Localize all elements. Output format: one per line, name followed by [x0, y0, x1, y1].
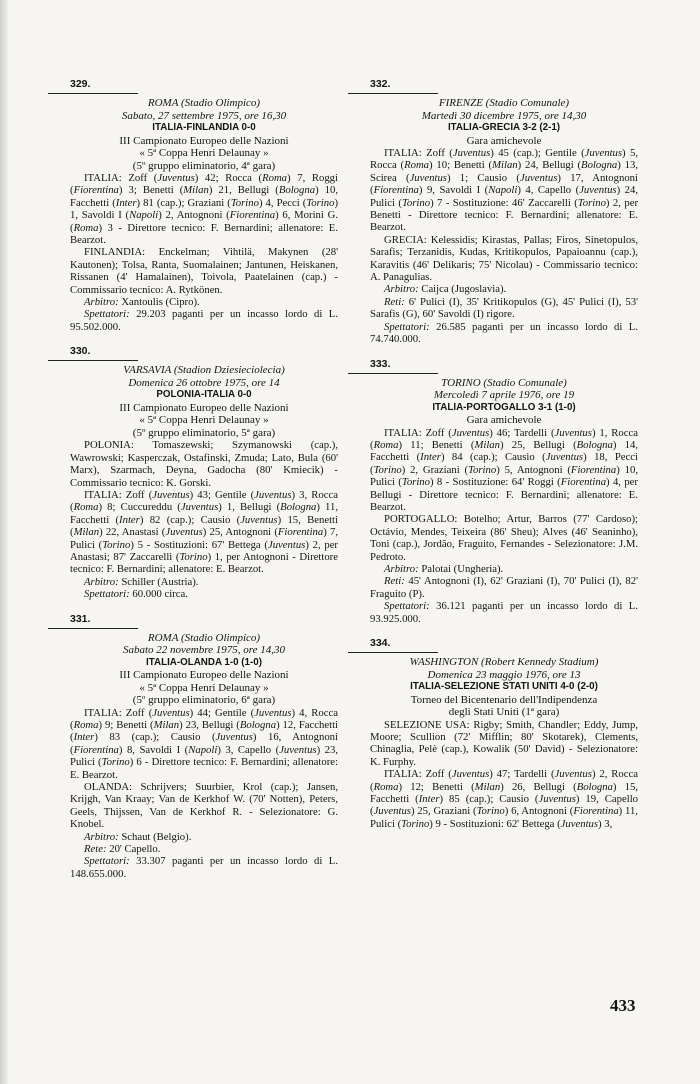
entry-rule	[348, 652, 438, 653]
entry-rule	[48, 360, 138, 361]
venue-line: VARSAVIA (Stadion Dziesieciolecia)	[123, 364, 285, 377]
competition-line: (5º gruppo eliminatorio, 5ª gara)	[132, 426, 276, 439]
competition-line: (5º gruppo eliminatorio, 6ª gara)	[132, 694, 276, 707]
competition-line: III Campionato Europeo delle Nazioni	[119, 401, 289, 414]
lineup-paragraph: ITALIA: Zoff (Juventus) 43; Gentile (Juventus) 3, Rocca (Roma) 8; Cuccureddu (Juventus) 1, Bellugi (Bologna) 11, Facchetti (Inter) 82 (cap.); Causio (Juventus) 15, Benetti (Milan) 22, Anastasi (Juventus) 25, Antognoni (Fiorentina) 7, Pulici (Torino) 5 - Sostituzioni: 67' Bettega (Juventus) 2, per Anastasi; 87' Zaccarelli (Torino) 1, per Antognoni - Direttore tecnico: F. Bernardini; allenatore: E. Bearzot.	[70, 488, 339, 576]
venue-line: FIRENZE (Stadio Comunale)	[438, 97, 570, 109]
match-result: ITALIA-FINLANDIA 0-0	[152, 122, 256, 133]
lineup-paragraph: Arbitro: Caijca (Jugoslavia).	[384, 283, 507, 296]
date-line: Domenica 26 ottobre 1975, ore 14	[128, 376, 280, 389]
left-column	[70, 78, 338, 880]
match-result: ITALIA-SELEZIONE STATI UNITI 4-0 (2-0)	[410, 681, 598, 692]
date-line: Domenica 23 maggio 1976, ore 13	[427, 668, 581, 681]
lineup-paragraph: FINLANDIA: Enckelman; Vihtilä, Makynen (28' Kautonen); Tolsa, Ranta, Suomalainen; Jantunen, Heiskanen, Rissanen (4' Hamalainen), Toivola, Paatelainen (cap.) - Commissario tecnico: A. Rytkönen.	[70, 246, 338, 296]
competition-line: « 5ª Coppa Henri Delaunay »	[139, 681, 269, 694]
lineup-paragraph: Arbitro: Xantoulis (Cipro).	[84, 296, 200, 309]
page-spine-shadow	[0, 0, 9, 1084]
competition-line: degli Stati Uniti (1ª gara)	[448, 706, 560, 718]
lineup-paragraph: PORTOGALLO: Botelho; Artur, Barros (77' Cardoso); Octávio, Mendes, Teixeira (86' Sheu); Alves (46' Seaninho), Toni (cap.), Jordão, Fraguito, Fernandes - Selezionatore: J.M. Pedroto.	[370, 513, 638, 563]
competition-line: « 5ª Coppa Henri Delaunay »	[139, 147, 269, 159]
entry-rule	[48, 628, 138, 629]
match-entry	[70, 345, 338, 600]
entry-number: 331.	[70, 612, 91, 625]
competition-line: « 5ª Coppa Henri Delaunay »	[139, 414, 269, 427]
lineup-paragraph: ITALIA: Zoff (Juventus) 45 (cap.); Gentile (Juventus) 5, Rocca (Roma) 10; Benetti (Milan) 24, Bellugi (Bologna) 13, Scirea (Juventus) 1; Causio (Juventus) 17, Antognoni (Fiorentina) 9, Savoldi I (Napoli) 4, Capello (Juventus) 24, Pulici (Torino) 7 - Sostituzione: 46' Zaccarelli (Torino) 2, per Benetti - Direttore tecnico: F. Bernardini; allenatore: E. Bearzot.	[370, 147, 639, 234]
date-line: Mercoledì 7 aprile 1976, ore 19	[433, 389, 575, 401]
venue-line: ROMA (Stadio Olimpico)	[147, 631, 261, 644]
lineup-paragraph: Arbitro: Schaut (Belgio).	[84, 830, 192, 843]
match-entry	[370, 78, 638, 346]
page-number: 433	[610, 996, 636, 1015]
match-result: ITALIA-GRECIA 3-2 (2-1)	[447, 122, 561, 133]
lineup-paragraph: SELEZIONE USA: Rigby; Smith, Chandler; Eddy, Jump, Moore; Scullion (72' Mifflin; 80' Skotarek), Clements, Chinaglia, Pelè (cap.), Kowalik (50' David) - Selezionatore: K. Furphy.	[370, 718, 638, 768]
competition-line: Gara amichevole	[466, 414, 542, 426]
venue-line: WASHINGTON (Robert Kennedy Stadium)	[409, 656, 599, 668]
entry-number: 330.	[70, 345, 91, 358]
date-line: Martedì 30 dicembre 1975, ore 14,30	[421, 109, 587, 122]
lineup-paragraph: OLANDA: Schrijvers; Suurbier, Krol (cap.); Jansen, Krijgh, Van Kraay; Van de Kerkhof W. (70' Notten), Peters, Geels, Thijssen, Van de Kerkhof R. - Selezionatore: G. Knobel.	[70, 781, 338, 831]
entry-rule	[348, 93, 438, 94]
lineup-paragraph: ITALIA: Zoff (Juventus) 46; Tardelli (Juventus) 1, Rocca (Roma) 11; Benetti (Milan) 25, Bellugi (Bologna) 14, Facchetti (Inter) 84 (cap.); Causio (Juventus) 18, Pecci (Torino) 2, Graziani (Torino) 5, Antognoni (Fiorentina) 10, Pulici (Torino) 8 - Sostituzione: 64' Roggi (Fiorentina) 4, per Bellugi - Direttore tecnico: F. Bernardini; allenatore: E. Bearzot.	[370, 426, 639, 513]
lineup-paragraph: Spettatori: 29.203 paganti per un incasso lordo di L. 95.502.000.	[70, 308, 338, 333]
match-result: ITALIA-OLANDA 1-0 (1-0)	[146, 656, 262, 668]
lineup-paragraph: Reti: 45' Antognoni (I), 62' Graziani (I), 70' Pulici (I), 82' Fraguito (P).	[370, 575, 638, 600]
lineup-paragraph: GRECIA: Kelessidis; Kirastas, Pallas; Firos, Sinetopulos, Sarafis; Terzanidis, Kudas, Kritikopulos, Papaioannu (cap.), Karavitis (46' Delikaris; 75' Nicolau) - Commissario tecnico: A. Panagulias.	[370, 233, 638, 284]
lineup-paragraph: Spettatori: 60.000 circa.	[84, 588, 188, 601]
competition-line: III Campionato Europeo delle Nazioni	[119, 134, 289, 147]
entry-rule	[48, 93, 138, 94]
lineup-paragraph: POLONIA: Tomaszewski; Szymanowski (cap.), Wawrowski; Kasperczak, Ostafinski, Zmuda; Lato, Bula (60' Marx), Szarmach, Deyna, Gadocha (80' Kmiecik) - Commissario tecnico: K. Gorski.	[70, 439, 338, 489]
lineup-paragraph: Arbitro: Schiller (Austria).	[84, 575, 199, 588]
lineup-paragraph: Rete: 20' Capello.	[84, 843, 161, 856]
entry-number: 334.	[370, 637, 391, 649]
match-entry	[70, 613, 338, 881]
match-entry	[370, 637, 638, 830]
date-line: Sabato, 27 settembre 1975, ore 16,30	[121, 109, 287, 122]
date-line: Sabato 22 novembre 1975, ore 14,30	[122, 644, 286, 657]
lineup-paragraph: ITALIA: Zoff (Juventus) 42; Rocca (Roma) 7, Roggi (Fiorentina) 3; Benetti (Milan) 21, Bellugi (Bologna) 10, Facchetti (Inter) 81 (cap.); Graziani (Torino) 4, Pecci (Torino) 1, Savoldi I (Napoli) 2, Antognoni (Fiorentina) 6, Morini G. (Roma) 3 - Direttore tecnico: F. Bernardini; allenatore: E. Bearzot.	[70, 172, 339, 247]
lineup-paragraph: Arbitro: Palotai (Ungheria).	[384, 562, 504, 575]
competition-line: III Campionato Europeo delle Nazioni	[119, 669, 289, 682]
lineup-paragraph: Spettatori: 33.307 paganti per un incasso lordo di L. 148.655.000.	[70, 855, 338, 880]
lineup-paragraph: Reti: 6' Pulici (I), 35' Kritikopulos (G), 45' Pulici (I), 53' Sarafis (G), 60' Savoldi (I) rigore.	[370, 295, 638, 321]
venue-line: ROMA (Stadio Olimpico)	[147, 97, 261, 109]
right-column	[370, 78, 638, 830]
entry-rule	[348, 373, 438, 374]
competition-line: (5º gruppo eliminatorio, 4ª gara)	[132, 159, 276, 172]
lineup-paragraph: ITALIA: Zoff (Juventus) 44; Gentile (Juventus) 4, Rocca (Roma) 9; Benetti (Milan) 23, Bellugi (Bologna) 12, Facchetti (Inter) 83 (cap.); Causio (Juventus) 16, Antognoni (Fiorentina) 8, Savoldi I (Napoli) 3, Capello (Juventus) 23, Pulici (Torino) 6 - Direttore tecnico: F. Bernardini; allenatore: E. Bearzot.	[70, 706, 339, 781]
lineup-paragraph: Spettatori: 36.121 paganti per un incasso lordo di L. 93.925.000.	[370, 600, 638, 625]
entry-number: 329.	[70, 78, 91, 90]
lineup-paragraph: ITALIA: Zoff (Juventus) 47; Tardelli (Juventus) 2, Rocca (Roma) 12; Benetti (Milan) 26, Bellugi (Bologna) 15, Facchetti (Inter) 85 (cap.); Causio (Juventus) 19, Capello (Juventus) 25, Graziani (Torino) 6, Antognoni (Fiorentina) 11, Pulici (Torino) 9 - Sostituzioni: 62' Bettega (Juventus) 3,	[370, 768, 639, 830]
lineup-paragraph: Spettatori: 26.585 paganti per un incasso lordo di L. 74.740.000.	[370, 320, 638, 346]
entry-number: 332.	[370, 78, 391, 90]
match-entry	[370, 358, 638, 626]
match-entry	[70, 78, 338, 333]
venue-line: TORINO (Stadio Comunale)	[441, 376, 567, 389]
match-result: POLONIA-ITALIA 0-0	[156, 389, 252, 401]
competition-line: Torneo del Bicentenario dell'Indipendenza	[410, 693, 598, 706]
competition-line: Gara amichevole	[466, 134, 542, 147]
match-result: ITALIA-PORTOGALLO 3-1 (1-0)	[432, 401, 576, 413]
entry-number: 333.	[370, 357, 391, 370]
